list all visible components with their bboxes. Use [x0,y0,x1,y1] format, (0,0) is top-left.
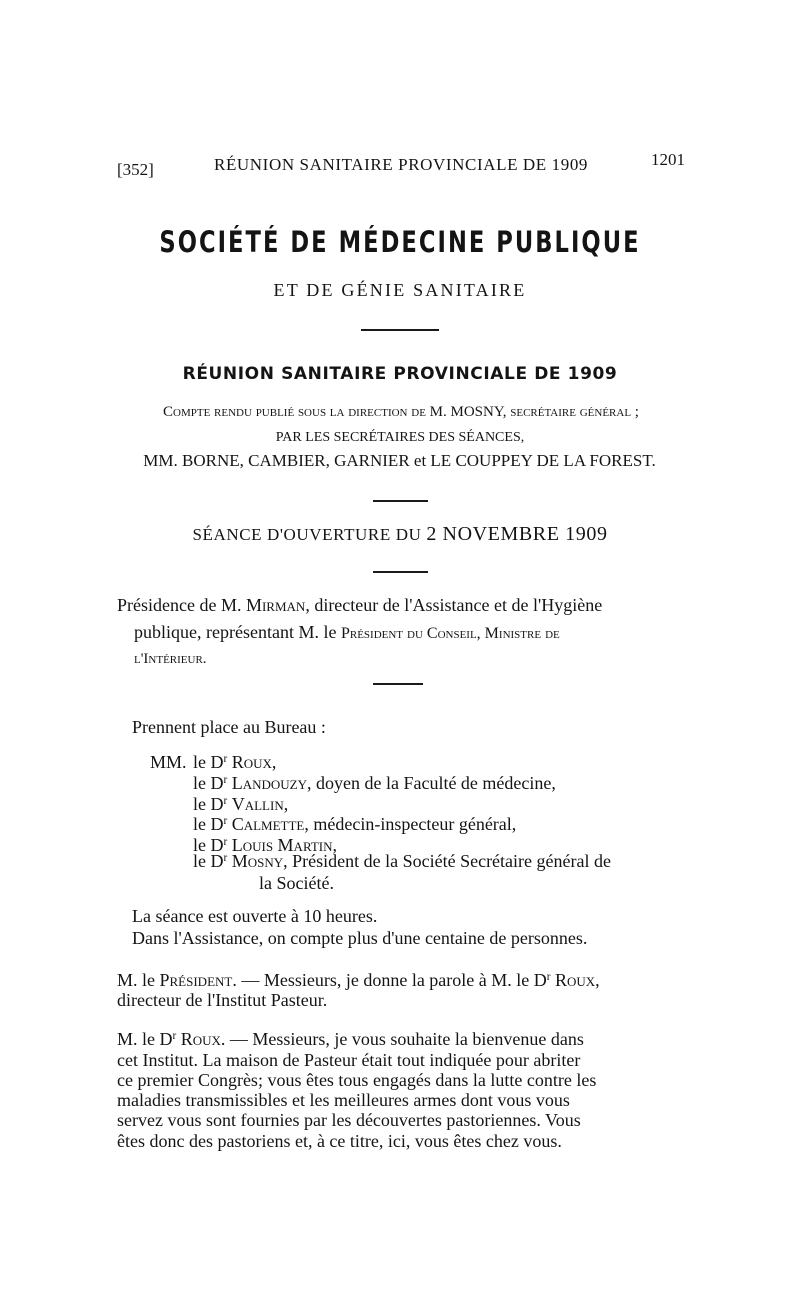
roux-speech-line: êtes donc des pastoriens et, à ce titre, ici, vous êtes chez vous. [117,1131,562,1151]
bureau-member [193,851,611,872]
mm-label: MM. [150,752,187,772]
member-title: le D [193,851,224,871]
compte-rendu-secretaries: PAR LES SECRÉTAIRES DES SÉANCES, [275,430,525,445]
mirman-name: Mirman [245,595,306,615]
bureau-intro: Prennent place au Bureau : [132,717,326,737]
bureau-member [193,814,516,835]
member-role: , médecin-inspecteur général, [304,814,517,834]
session-opened: La séance est ouverte à 10 heures. [132,906,378,926]
roux-name: Roux [176,1029,221,1049]
president-title: Président du Conseil, Ministre de [340,625,560,642]
president-speech-line [117,970,600,991]
member-name: Landouzy [231,773,307,793]
presidence-line [117,595,602,616]
member-role: , doyen de la Faculté de médecine, [306,773,556,793]
member-title: le D [193,794,224,814]
header-bracket-page: [352] [117,160,154,179]
speech-text: . — Messieurs, je vous souhaite la bienvenue dans [220,1029,584,1049]
member-title-sup: r [223,835,228,848]
divider-rule [361,329,439,331]
member-title: le D [193,814,224,834]
member-name: Calmette [231,814,305,834]
president-speech-line: directeur de l'Institut Pasteur. [117,990,328,1010]
bureau-member [193,794,288,815]
title-sup: r [172,1029,177,1042]
member-name: Mosny [231,851,284,871]
member-continuation: la Société. [259,873,334,893]
member-title: le D [193,835,224,855]
divider-rule [373,500,428,502]
member-name: Vallin [231,794,284,814]
bureau-member [193,773,556,794]
divider-rule [373,683,423,685]
member-title-sup: r [223,773,228,786]
roux-speech-line: cet Institut. La maison de Pasteur était tout indiquée pour abriter [117,1050,581,1070]
presidence-text: publique, représentant M. le [134,622,341,642]
roux-speech-line: maladies transmissibles et les meilleures armes dont vous vous [117,1090,570,1110]
roux-name: Roux [550,970,596,990]
main-title: SOCIÉTÉ DE MÉDECINE PUBLIQUE [159,225,641,259]
member-title-sup: r [223,814,228,827]
section-title: RÉUNION SANITAIRE PROVINCIALE DE 1909 [182,364,618,384]
page-number: 1201 [651,150,685,169]
roux-speech-line: servez vous sont fournies par les découvertes pastoriennes. Vous [117,1110,581,1130]
running-header-title: RÉUNION SANITAIRE PROVINCIALE DE 1909 [214,155,589,174]
roux-speech-line [117,1029,584,1050]
roux-speech-line: ce premier Congrès; vous êtes tous engagés dans la lutte contre les [117,1070,597,1090]
member-title-sup: r [223,794,228,807]
member-name: Roux [231,752,272,772]
speaker-prefix: M. le [117,970,160,990]
seance-title [0,523,800,546]
speaker-president: Président [159,970,233,990]
seance-prefix: SÉANCE D'OUVERTURE DU [192,525,427,544]
seance-date: 2 NOVEMBRE 1909 [426,523,608,545]
member-title: le D [193,773,224,793]
title-sup: r [546,970,551,983]
member-role: , [271,752,277,772]
member-title-sup: r [223,851,228,864]
presidence-text: Présidence de M. [117,595,246,615]
member-title-sup: r [223,752,228,765]
secretaries-names: MM. BORNE, CAMBIER, GARNIER et LE COUPPEY DE LA FOREST. [143,451,656,470]
member-title: le D [193,752,224,772]
presidence-text: , directeur de l'Assistance et de l'Hygiène [305,595,603,615]
speaker-prefix: M. le D [117,1029,173,1049]
bureau-member [193,752,276,773]
divider-rule [373,571,428,573]
member-role: , [332,835,337,855]
main-subtitle: ET DE GÉNIE SANITAIRE [273,280,527,300]
speech-text: . — Messieurs, je donne la parole à M. le D [232,970,547,990]
compte-rendu-line: Compte rendu publié sous la direction de M. MOSNY, secrétaire général ; [163,404,639,420]
assistance-count: Dans l'Assistance, on compte plus d'une centaine de personnes. [132,928,588,948]
member-role: , [283,794,289,814]
presidence-line [134,622,560,643]
member-name: Louis Martin [231,835,333,855]
speech-text: , [595,970,600,990]
interieur-line: l'Intérieur. [134,651,207,667]
member-role: , Président de la Société Secrétaire général de [283,851,611,871]
